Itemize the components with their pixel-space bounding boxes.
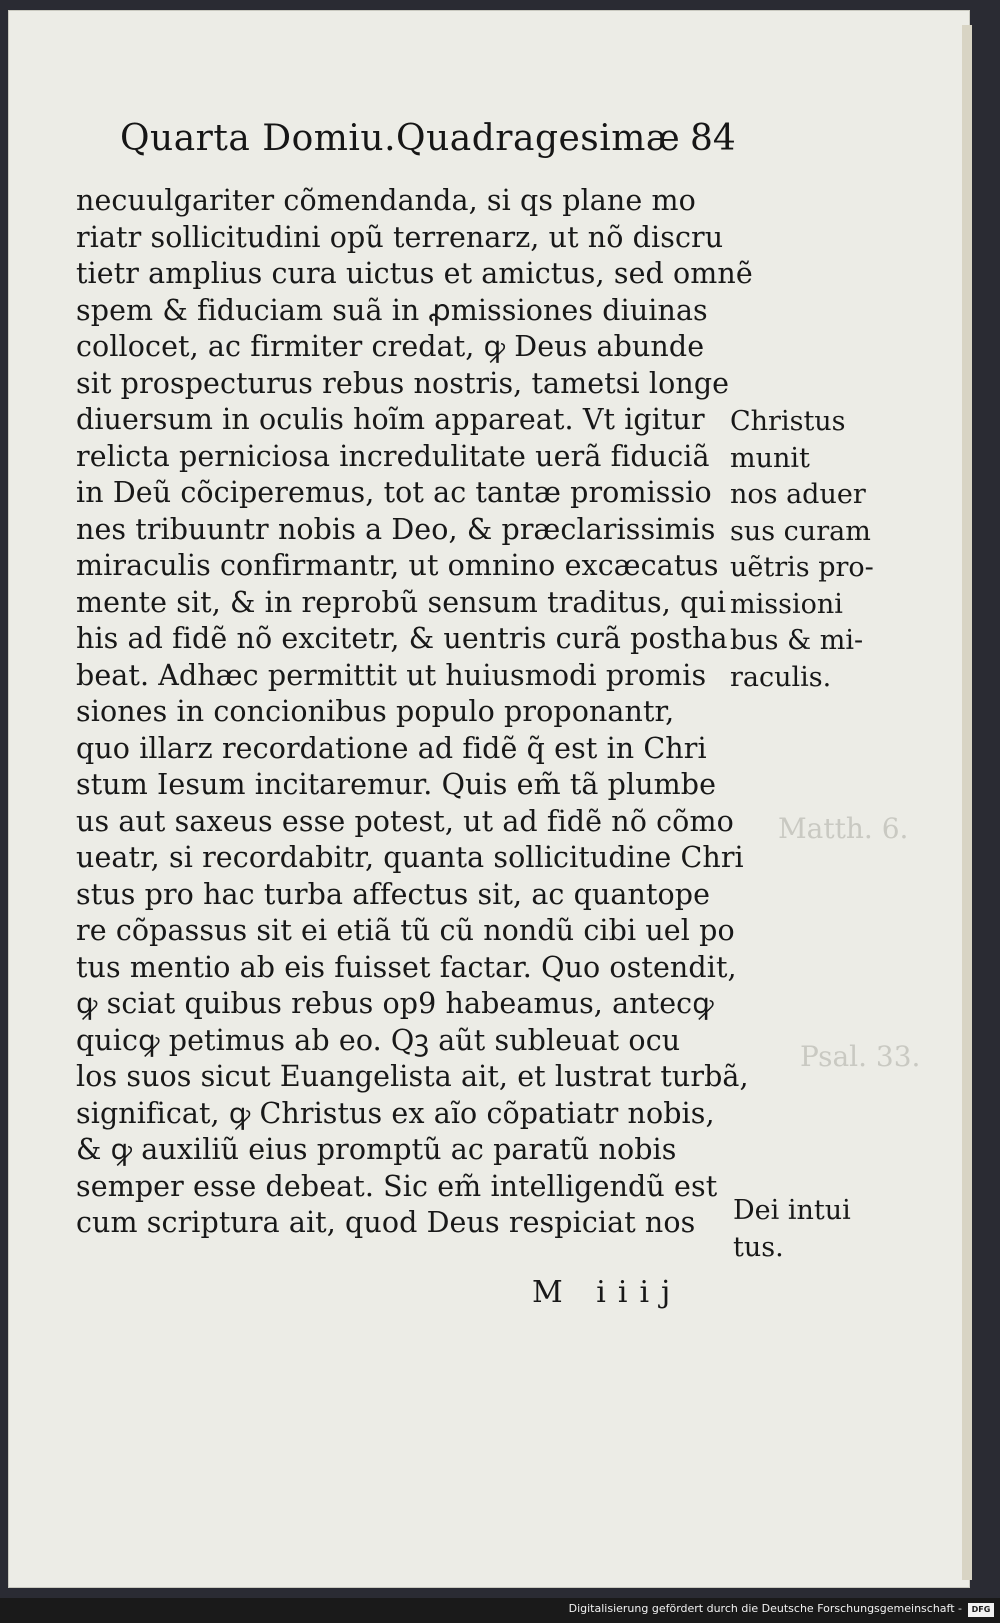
text-line: siones in concionibus populo proponantr, — [76, 695, 675, 728]
text-line: re cõpassus sit ei etiã tũ cũ nondũ cibi uel po — [76, 914, 735, 947]
margin-note-line: bus & mi- — [730, 625, 864, 656]
text-line: in Deũ cõciperemus, tot ac tantæ promissio — [76, 476, 712, 509]
text-line: mente sit, & in reprobũ sensum traditus, qui — [76, 585, 727, 619]
margin-note-dei — [733, 1193, 903, 1266]
margin-note-line: Dei intui — [733, 1195, 851, 1226]
text-line: his ad fidẽ nõ excitetr, & uentris curã postha — [76, 622, 728, 655]
text-line: riatr sollicitudini opũ terrenarz, ut nõ discru — [76, 220, 724, 254]
footer-credit: Digitalisierung gefördert durch die Deutsche Forschungsgemeinschaft - — [568, 1602, 962, 1615]
text-line: semper esse debeat. Sic em̃ intelligendũ est — [76, 1169, 718, 1203]
text-line: ueatr, si recordabitr, quanta sollicitudine Chri — [76, 841, 744, 874]
bleed-through-note: Psal. 33. — [800, 1040, 921, 1073]
text-line: tus mentio ab eis fuisset factar. Quo ostendit, — [76, 950, 737, 984]
margin-note-line: missioni — [730, 588, 843, 620]
margin-note-line: Christus — [730, 406, 846, 437]
margin-note-line: nos aduer — [730, 479, 866, 510]
margin-note-christus — [730, 404, 900, 696]
text-line: nes tribuuntr nobis a Deo, & præclarissimis — [76, 512, 716, 546]
text-line: quicꝙ petimus ab eo. Qꝫ aũt subleuat ocu — [76, 1023, 681, 1057]
text-line: beat. Adhæc permittit ut huiusmodi promis — [76, 658, 707, 692]
text-line: stus pro hac turba affectus sit, ac quantope — [76, 877, 711, 911]
margin-note-line: tus. — [733, 1231, 784, 1263]
text-line: & ꝙ auxiliũ eius promptũ ac paratũ nobis — [76, 1133, 677, 1166]
text-line: quo illarz recordatione ad fidẽ q̃ est in Chri — [76, 731, 707, 765]
text-line: cum scriptura ait, quod Deus respiciat nos — [76, 1206, 696, 1239]
text-line: relicta perniciosa incredulitate uerã fiduciã — [76, 439, 710, 473]
margin-note-line: uẽtris pro- — [730, 552, 874, 583]
dfg-logo: DFG — [968, 1603, 994, 1617]
margin-note-line: munit — [730, 442, 810, 474]
text-line: los suos sicut Euangelista ait, et lustrat turbã, — [76, 1060, 749, 1093]
text-line: sit prospecturus rebus nostris, tametsi longe — [76, 366, 730, 400]
body-text — [76, 183, 756, 1242]
text-line: ꝙ sciat quibus rebus op9 habeamus, antecꝙ — [76, 987, 714, 1020]
text-line: miraculis confirmantr, ut omnino excæcatus — [76, 549, 719, 582]
folio-number: 84 — [690, 118, 736, 159]
text-line: us aut saxeus esse potest, ut ad fidẽ nõ cõmo — [76, 804, 734, 838]
text-line: necuulgariter cõmendanda, si qs plane mo — [76, 184, 696, 217]
text-line: tietr amplius cura uictus et amictus, sed omnẽ — [76, 257, 753, 290]
footer-bar — [0, 1598, 1000, 1623]
signature-mark: M iiij — [532, 1275, 683, 1310]
text-line: significat, ꝙ Christus ex aĩo cõpatiatr nobis, — [76, 1096, 715, 1130]
bleed-through-note: Matth. 6. — [778, 812, 909, 845]
text-line: spem & fiduciam suã in ꝓmissiones diuinas — [76, 293, 708, 327]
margin-note-line: sus curam — [730, 515, 871, 547]
margin-note-line: raculis. — [730, 661, 832, 693]
page-edge — [962, 25, 972, 1580]
text-line: stum Iesum incitaremur. Quis em̃ tã plumbe — [76, 768, 717, 801]
running-title: Quarta Domiu.Quadragesimæ — [120, 118, 681, 159]
running-header — [120, 118, 740, 168]
text-line: diuersum in oculis hoĩm appareat. Vt igitur — [76, 403, 705, 436]
text-line: collocet, ac firmiter credat, ꝙ Deus abunde — [76, 330, 705, 363]
